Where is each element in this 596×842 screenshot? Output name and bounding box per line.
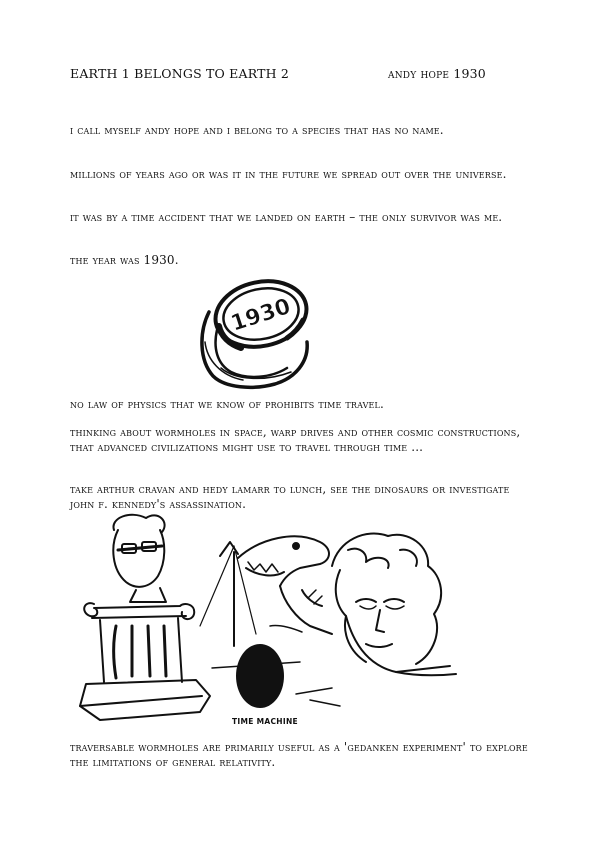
time-machine-portal: [236, 644, 284, 708]
portrait-sketch: [332, 534, 456, 676]
time-machine-collage: [70, 506, 460, 734]
paragraph-intro: i call myself andy hope and i belong to a species that has no name.: [70, 123, 444, 137]
dinosaur-sketch: [200, 536, 332, 646]
author-byline: andy hope 1930: [388, 66, 486, 81]
paragraph-wormholes: thinking about wormholes in space, warp drives and other cosmic constructions, that advanced civilizations might use to travel through time ...: [70, 425, 521, 454]
ring-illustration: [195, 272, 315, 394]
document-title: EARTH 1 BELONGS TO EARTH 2: [70, 66, 290, 81]
paragraph-physics: no law of physics that we know of prohibits time travel.: [70, 397, 384, 411]
paragraph-lunch: take arthur cravan and hedy lamarr to lunch, see the dinosaurs or investigate john f. kennedy's assassination.: [70, 482, 510, 511]
paragraph-millions: millions of years ago or was it in the future we spread out over the universe.: [70, 167, 507, 181]
bust-sculpture: [80, 515, 210, 720]
paragraph-gedanken: traversable wormholes are primarily useful as a 'gedanken experiment' to explore the limitations of general relativity.: [70, 740, 528, 769]
time-machine-label: TIME MACHINE: [232, 717, 298, 726]
paragraph-year: the year was 1930.: [70, 253, 179, 267]
paragraph-accident: it was by a time accident that we landed on earth – the only survivor was me.: [70, 210, 503, 224]
ring-engraving: 1930: [227, 294, 294, 337]
